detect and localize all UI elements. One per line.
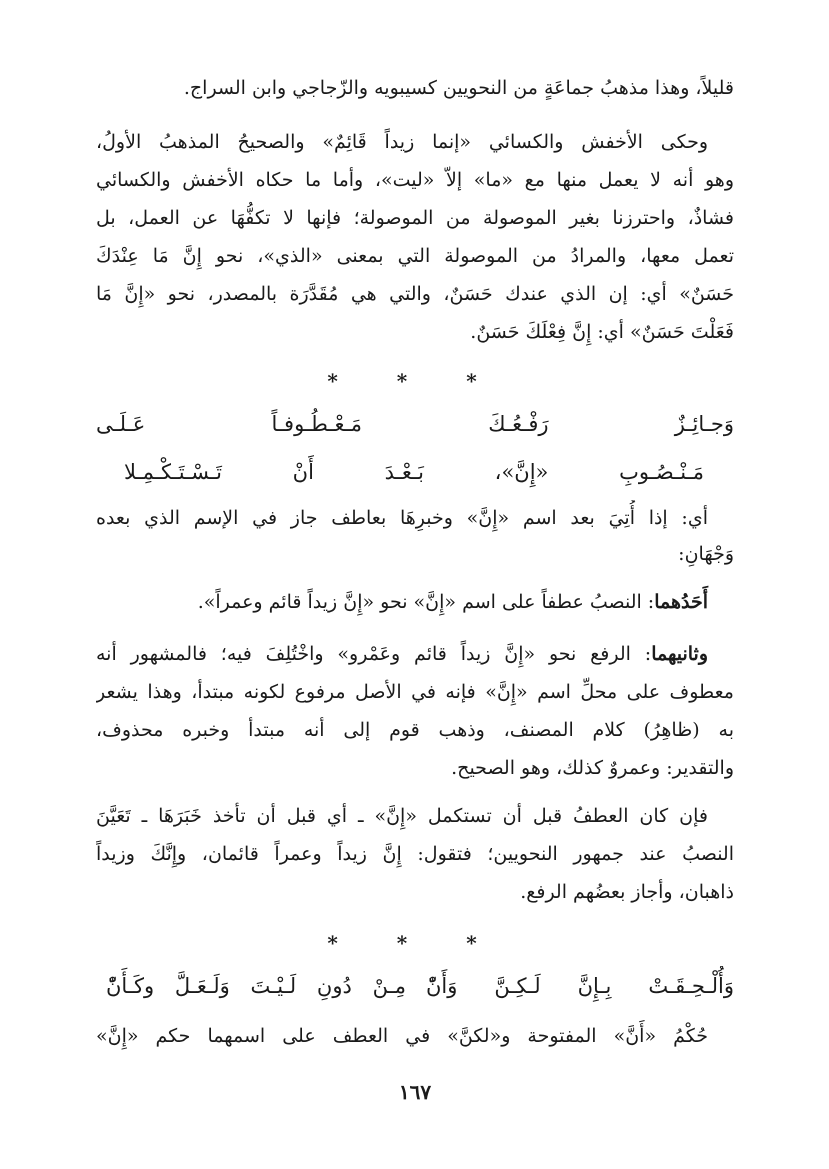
verse-hemistich-1: وَأُلْـحِـقَـتْ بِـإِنَّ لَـكِـنَّ وَأَنّْ: [426, 974, 734, 998]
text-line: وَجْهَانِ:: [678, 543, 734, 565]
text-line: أي: إذا أُتِيَ بعد اسم «إِنَّ» وخبرِهَا بعاطف جاز في الإسم الذي بعده: [96, 507, 708, 529]
first-text: : النصبُ عطفاً على اسم «إِنَّ» نحو «إِنَّ زيداً قائم وعمراً».: [197, 591, 655, 613]
text-line: حُكْمُ «أَنَّ» المفتوحة و«لكنَّ» في العطف على اسمهما حكم «إِنَّ»: [96, 1025, 708, 1047]
verse-line-1: وَجـائِـزٌ رَفْـعُـكَ مَـعْـطُـوفـاً عَـلَـى: [96, 412, 734, 436]
text-line: فَعَلْتَ حَسَنٌ» أي: إِنَّ فِعْلَكَ حَسَنٌ.: [470, 321, 734, 343]
section-separator: * * *: [327, 931, 503, 955]
text-line: فإن كان العطفُ قبل أن تستكمل «إِنَّ» ـ أي قبل أن تأخذ خَبَرَهَا ـ تَعَيَّنَ: [96, 805, 708, 827]
text-line: معطوف على محلِّ اسم «إِنَّ» فإنه في الأصل مرفوع لكونه مبتدأ، وهذا يشعر: [96, 681, 734, 703]
text-line: [96, 584, 734, 620]
verse-hemistich-2: مِـنْ دُونِ لَـيْـتَ وَلَـعَـلَّ وكَـأَنّْ: [106, 974, 406, 998]
second-text: : الرفع نحو «إِنَّ زيداً قائم وعَمْرو» واخْتُلِفَ فيه؛ فالمشهور أنه: [96, 643, 652, 665]
second-label: وثانيهما: [651, 643, 708, 665]
text-line: فشاذٌ، واحترزنا بغير الموصولة من الموصولة؛ فإنها لا تكفُّهَا عن العمل، بل: [96, 207, 734, 229]
text-line: حَسَنٌ» أي: إن الذي عندك حَسَنٌ، والتي هي مُقَدَّرَة بالمصدر، نحو «إِنَّ مَا: [96, 283, 734, 305]
text-line: وحكى الأخفش والكسائي «إنما زيداً قَائِمٌ» والصحيحُ المذهبُ الأولُ،: [96, 131, 708, 153]
text-line: والتقدير: وعمروٌ كذلك، وهو الصحيح.: [451, 757, 734, 779]
text-line: وهو أنه لا يعمل منها مع «ما» إلاّ «ليت»، وأما ما حكاه الأخفش والكسائي: [96, 169, 734, 191]
text-line: به (ظاهِرُ) كلام المصنف، وذهب قوم إلى أنه مبتدأ وخبره محذوف،: [96, 719, 734, 741]
document-page: [96, 70, 734, 1130]
section-separator: * * *: [327, 369, 503, 393]
text-line: قليلاً، وهذا مذهبُ جماعَةٍ من النحويين كسيبويه والزّجاجي وابن السراج.: [183, 77, 734, 99]
page-number: ١٦٧: [398, 1080, 432, 1104]
verse-line-2: مَـنْـصُـوبِ «إِنَّ»، بَـعْـدَ أَنْ تَـسْـتَـكْـمِـلا: [124, 460, 704, 484]
text-line: ذاهبان، وأجاز بعضُهم الرفع.: [520, 881, 734, 903]
first-label: أَحَدُهما: [654, 591, 708, 613]
text-line: النصبُ عند جمهور النحويين؛ فتقول: إِنَّ زيداً وعمراً قائمان، وإِنَّكَ وزيداً: [96, 843, 734, 865]
text-line: تعمل معها، والمرادُ من الموصولة التي بمعنى «الذي»، نحو إِنَّ مَا عِنْدَكَ: [96, 245, 734, 267]
text-line: [96, 636, 734, 672]
